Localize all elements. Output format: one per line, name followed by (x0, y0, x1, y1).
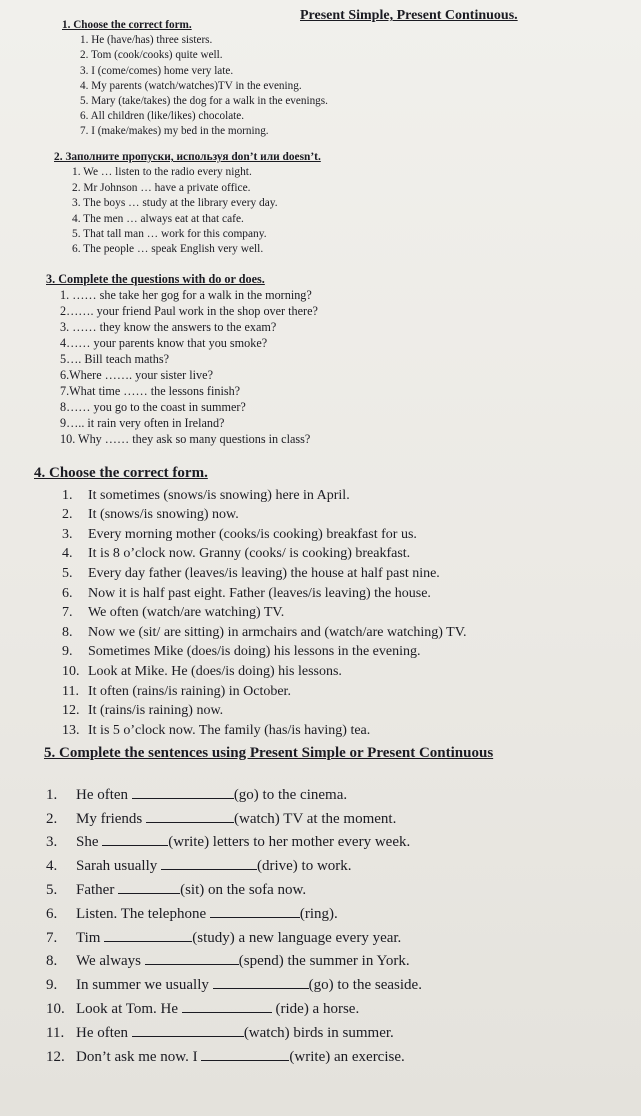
exercise-item (34, 525, 467, 545)
exercise-item (44, 950, 493, 974)
item-number: 9. (46, 977, 58, 994)
section-1-heading: 1. Choose the correct form. (62, 19, 192, 31)
item-text-before: Father (76, 881, 115, 898)
answer-blank (161, 857, 257, 870)
exercise-item: 5. Mary (take/takes) the dog for a walk in the evenings. (80, 95, 328, 108)
exercise-item: 5. That tall man … work for this company. (72, 228, 267, 241)
section-2-heading: 2. Заполните пропуски, используя don’t или doesn’t. (54, 151, 321, 163)
exercise-item (44, 808, 493, 832)
answer-blank (104, 929, 192, 942)
exercise-item: 3. I (come/comes) home very late. (80, 64, 234, 77)
exercise-item (34, 662, 467, 682)
item-number: 12. (62, 703, 80, 719)
exercise-item (34, 721, 467, 741)
answer-blank (145, 952, 239, 965)
item-text: Sometimes Mike (does/is doing) his lessons in the evening. (88, 644, 421, 660)
item-text-before: Listen. The telephone (76, 905, 207, 922)
exercise-item (44, 1022, 493, 1046)
item-text: It is 8 o’clock now. Granny (cooks/ is cooking) breakfast. (88, 546, 411, 562)
exercise-item (34, 486, 467, 506)
item-text-after: (go) to the seaside. (308, 977, 422, 994)
exercise-item (34, 682, 467, 702)
exercise-item: 6. The people … speak English very well. (72, 243, 264, 256)
item-number: 1. (46, 786, 58, 803)
item-text: Every day father (leaves/is leaving) the house at half past nine. (88, 565, 440, 581)
exercise-item (34, 564, 467, 584)
item-text: We often (watch/are watching) TV. (88, 605, 285, 621)
item-number: 3. (62, 526, 73, 542)
item-text-before: She (76, 834, 99, 851)
section-1 (62, 18, 328, 140)
page-title: Present Simple, Present Continuous. (300, 8, 518, 23)
item-text: It (rains/is raining) now. (88, 703, 224, 719)
item-number: 6. (62, 585, 73, 601)
exercise-item (44, 831, 493, 855)
exercise-item (44, 998, 493, 1022)
exercise-item (44, 927, 493, 951)
item-text-before: Don’t ask me now. I (76, 1048, 198, 1065)
item-text-after: (write) letters to her mother every week. (168, 834, 411, 851)
exercise-item: 4…… your parents know that you smoke? (60, 336, 268, 350)
section-4-heading: 4. Choose the correct form. (34, 465, 208, 481)
item-text: Look at Mike. He (does/is doing) his lessons. (88, 663, 342, 679)
item-text: It sometimes (snows/is snowing) here in April. (88, 487, 350, 503)
item-text-before: In summer we usually (76, 977, 209, 994)
exercise-item: 7. I (make/makes) my bed in the morning. (80, 125, 269, 138)
exercise-item: 9….. it rain very often in Ireland? (60, 416, 225, 430)
item-text-after: (ride) a horse. (275, 1000, 360, 1017)
item-text: Now we (sit/ are sitting) in armchairs and (watch/are watching) TV. (88, 624, 467, 640)
item-number: 13. (62, 722, 80, 738)
item-text-after: (spend) the summer in York. (238, 953, 410, 970)
item-text-after: (watch) TV at the moment. (234, 810, 397, 827)
item-number: 5. (46, 881, 58, 898)
item-number: 11. (46, 1024, 65, 1041)
exercise-item (34, 642, 467, 662)
item-number: 5. (62, 565, 73, 581)
answer-blank (102, 833, 168, 846)
item-number: 8. (62, 624, 73, 640)
exercise-item: 3. The boys … study at the library every day. (72, 197, 278, 210)
exercise-item (44, 974, 493, 998)
answer-blank (213, 976, 309, 989)
item-number: 11. (62, 683, 79, 699)
item-text-after: (ring). (299, 905, 338, 922)
answer-blank (210, 905, 300, 918)
exercise-item: 2……. your friend Paul work in the shop over there? (60, 304, 318, 318)
item-text: It is 5 o’clock now. The family (has/is having) tea. (88, 722, 371, 738)
exercise-item: 6.Where ……. your sister live? (60, 368, 213, 382)
item-number: 4. (62, 546, 73, 562)
item-text: It (snows/is snowing) now. (88, 507, 239, 523)
answer-blank (201, 1048, 289, 1061)
item-number: 1. (62, 487, 73, 503)
item-text-before: My friends (76, 810, 143, 827)
exercise-item: 4. My parents (watch/watches)TV in the evening. (80, 79, 302, 92)
section-3 (46, 271, 318, 447)
item-number: 12. (46, 1048, 65, 1065)
item-text-before: He often (76, 1024, 129, 1041)
item-text-after: (drive) to work. (256, 858, 352, 875)
item-number: 8. (46, 953, 58, 970)
exercise-item: 1. We … listen to the radio every night. (72, 166, 252, 179)
exercise-item: 4. The men … always eat at that cafe. (72, 212, 244, 225)
exercise-item (44, 784, 493, 808)
item-number: 9. (62, 644, 73, 660)
item-number: 6. (46, 905, 58, 922)
exercise-item (34, 701, 467, 721)
exercise-item (34, 623, 467, 643)
exercise-item (44, 1046, 493, 1070)
exercise-item: 2. Tom (cook/cooks) quite well. (80, 49, 223, 62)
exercise-item (34, 544, 467, 564)
exercise-item (34, 603, 467, 623)
exercise-item: 1. He (have/has) three sisters. (80, 34, 213, 47)
item-text-before: He often (76, 786, 129, 803)
item-number: 3. (46, 834, 58, 851)
exercise-item (44, 903, 493, 927)
item-text: Now it is half past eight. Father (leaves/is leaving) the house. (88, 585, 431, 601)
exercise-item: 8…… you go to the coast in summer? (60, 400, 246, 414)
item-text-before: Sarah usually (76, 858, 158, 875)
answer-blank (132, 1024, 244, 1037)
exercise-item: 7.What time …… the lessons finish? (60, 384, 241, 398)
exercise-item: 2. Mr Johnson … have a private office. (72, 181, 251, 194)
item-text-after: (watch) birds in summer. (243, 1024, 394, 1041)
section-5-heading: 5. Complete the sentences using Present Simple or Present Continuous (44, 745, 494, 761)
item-number: 10. (62, 663, 80, 679)
item-number: 10. (46, 1000, 65, 1017)
answer-blank (182, 1000, 272, 1013)
exercise-item: 5…. Bill teach maths? (60, 352, 169, 366)
exercise-item: 6. All children (like/likes) chocolate. (80, 110, 245, 123)
exercise-item (34, 505, 467, 525)
item-number: 7. (46, 929, 58, 946)
answer-blank (132, 786, 234, 799)
item-text-before: We always (76, 953, 142, 970)
item-text: Every morning mother (cooks/is cooking) breakfast for us. (88, 526, 417, 542)
exercise-item: 1. …… she take her gog for a walk in the morning? (60, 288, 312, 302)
exercise-item (44, 879, 493, 903)
exercise-item (44, 855, 493, 879)
item-text-before: Look at Tom. He (76, 1000, 178, 1017)
exercise-item (34, 584, 467, 604)
section-5 (44, 742, 493, 1069)
section-4 (34, 464, 467, 740)
item-number: 4. (46, 858, 58, 875)
section-2 (54, 150, 321, 258)
item-text-after: (go) to the cinema. (233, 786, 348, 803)
item-text: It often (rains/is raining) in October. (88, 683, 291, 699)
item-text-after: (sit) on the sofa now. (180, 881, 307, 898)
item-text-before: Tim (76, 929, 101, 946)
item-number: 7. (62, 605, 73, 621)
section-3-heading: 3. Complete the questions with do or does. (46, 272, 265, 286)
answer-blank (118, 881, 180, 894)
exercise-item: 3. …… they know the answers to the exam? (60, 320, 277, 334)
item-text-after: (write) an exercise. (289, 1048, 405, 1065)
answer-blank (146, 810, 234, 823)
exercise-item: 10. Why …… they ask so many questions in class? (60, 432, 311, 446)
item-number: 2. (62, 507, 73, 523)
item-text-after: (study) a new language every year. (192, 929, 402, 946)
item-number: 2. (46, 810, 58, 827)
